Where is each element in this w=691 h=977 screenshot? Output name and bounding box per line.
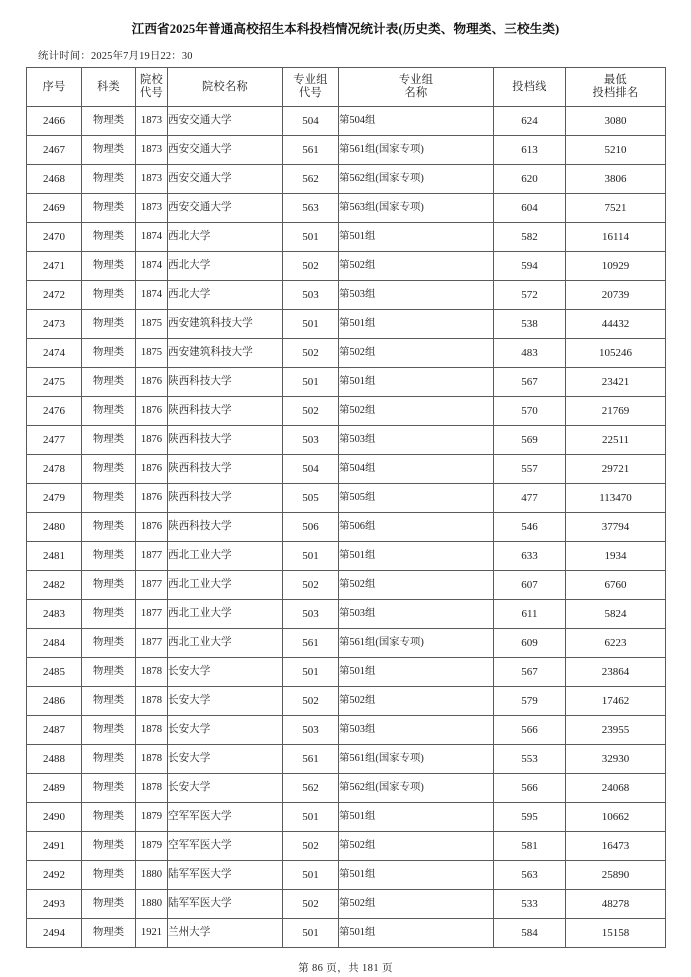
cell-school-code: 1878	[136, 774, 168, 803]
cell-min-rank: 22511	[566, 426, 666, 455]
cell-school-code: 1876	[136, 513, 168, 542]
cell-group-code: 503	[283, 281, 339, 310]
cell-group-code: 561	[283, 629, 339, 658]
cell-category: 物理类	[82, 513, 136, 542]
cell-category: 物理类	[82, 484, 136, 513]
cell-score-line: 566	[494, 716, 566, 745]
cell-group-name: 第505组	[339, 484, 494, 513]
cell-school-name: 长安大学	[168, 716, 283, 745]
cell-seq: 2492	[27, 861, 82, 890]
cell-group-name: 第503组	[339, 600, 494, 629]
cell-seq: 2486	[27, 687, 82, 716]
cell-category: 物理类	[82, 745, 136, 774]
cell-category: 物理类	[82, 687, 136, 716]
table-row	[27, 165, 666, 194]
cell-category: 物理类	[82, 194, 136, 223]
cell-school-code: 1878	[136, 658, 168, 687]
table-container	[0, 62, 691, 948]
cell-school-name: 兰州大学	[168, 919, 283, 948]
cell-category: 物理类	[82, 803, 136, 832]
cell-min-rank: 10662	[566, 803, 666, 832]
cell-school-name: 西北工业大学	[168, 600, 283, 629]
cell-school-code: 1874	[136, 252, 168, 281]
cell-group-name: 第501组	[339, 803, 494, 832]
cell-min-rank: 20739	[566, 281, 666, 310]
table-row	[27, 658, 666, 687]
cell-category: 物理类	[82, 542, 136, 571]
cell-school-code: 1874	[136, 223, 168, 252]
cell-seq: 2490	[27, 803, 82, 832]
cell-seq: 2470	[27, 223, 82, 252]
cell-score-line: 579	[494, 687, 566, 716]
cell-school-code: 1874	[136, 281, 168, 310]
cell-school-name: 长安大学	[168, 745, 283, 774]
cell-school-code: 1879	[136, 832, 168, 861]
cell-seq: 2469	[27, 194, 82, 223]
cell-category: 物理类	[82, 861, 136, 890]
table-header	[27, 68, 666, 107]
cell-category: 物理类	[82, 281, 136, 310]
cell-score-line: 569	[494, 426, 566, 455]
table-row	[27, 397, 666, 426]
cell-group-code: 501	[283, 310, 339, 339]
table-row	[27, 629, 666, 658]
cell-score-line: 546	[494, 513, 566, 542]
table-row	[27, 832, 666, 861]
cell-group-name: 第501组	[339, 542, 494, 571]
cell-group-name: 第502组	[339, 397, 494, 426]
cell-school-name: 陕西科技大学	[168, 368, 283, 397]
cell-group-name: 第502组	[339, 252, 494, 281]
cell-group-code: 561	[283, 136, 339, 165]
cell-group-code: 502	[283, 252, 339, 281]
cell-seq: 2479	[27, 484, 82, 513]
column-header-group-name-line1: 专业组	[398, 74, 434, 87]
cell-min-rank: 48278	[566, 890, 666, 919]
cell-score-line: 566	[494, 774, 566, 803]
cell-min-rank: 37794	[566, 513, 666, 542]
table-row	[27, 600, 666, 629]
cell-seq: 2474	[27, 339, 82, 368]
cell-school-name: 陆军军医大学	[168, 861, 283, 890]
cell-score-line: 607	[494, 571, 566, 600]
cell-group-name: 第502组	[339, 890, 494, 919]
cell-category: 物理类	[82, 658, 136, 687]
cell-min-rank: 6223	[566, 629, 666, 658]
page-footer: 第 86 页，共 181 页	[298, 963, 393, 974]
column-header-seq	[27, 68, 82, 107]
cell-group-code: 561	[283, 745, 339, 774]
cell-school-name: 陕西科技大学	[168, 513, 283, 542]
cell-school-name: 西北大学	[168, 223, 283, 252]
cell-seq: 2472	[27, 281, 82, 310]
column-header-group-name	[339, 68, 494, 107]
cell-score-line: 581	[494, 832, 566, 861]
cell-group-name: 第501组	[339, 310, 494, 339]
cell-seq: 2489	[27, 774, 82, 803]
cell-group-code: 501	[283, 861, 339, 890]
column-header-seq-label: 序号	[42, 80, 66, 93]
cell-group-name: 第502组	[339, 832, 494, 861]
cell-score-line: 595	[494, 803, 566, 832]
cell-group-name: 第501组	[339, 658, 494, 687]
cell-score-line: 611	[494, 600, 566, 629]
cell-group-name: 第502组	[339, 687, 494, 716]
cell-group-code: 501	[283, 919, 339, 948]
cell-group-code: 502	[283, 890, 339, 919]
cell-school-code: 1877	[136, 600, 168, 629]
cell-group-name: 第502组	[339, 339, 494, 368]
cell-group-code: 501	[283, 368, 339, 397]
cell-score-line: 609	[494, 629, 566, 658]
cell-seq: 2485	[27, 658, 82, 687]
column-header-group-name-line2: 名称	[404, 87, 428, 99]
cell-score-line: 483	[494, 339, 566, 368]
cell-category: 物理类	[82, 455, 136, 484]
cell-group-name: 第562组(国家专项)	[339, 774, 494, 803]
cell-min-rank: 16473	[566, 832, 666, 861]
cell-seq: 2494	[27, 919, 82, 948]
cell-group-code: 562	[283, 165, 339, 194]
cell-group-code: 504	[283, 107, 339, 136]
cell-category: 物理类	[82, 397, 136, 426]
cell-school-name: 西安交通大学	[168, 136, 283, 165]
cell-min-rank: 1934	[566, 542, 666, 571]
cell-score-line: 584	[494, 919, 566, 948]
cell-group-name: 第504组	[339, 107, 494, 136]
table-row	[27, 368, 666, 397]
cell-min-rank: 7521	[566, 194, 666, 223]
cell-min-rank: 17462	[566, 687, 666, 716]
cell-school-code: 1877	[136, 571, 168, 600]
cell-group-name: 第501组	[339, 368, 494, 397]
cell-group-name: 第503组	[339, 281, 494, 310]
cell-group-code: 503	[283, 600, 339, 629]
cell-school-code: 1878	[136, 716, 168, 745]
cell-score-line: 570	[494, 397, 566, 426]
cell-school-name: 西北工业大学	[168, 629, 283, 658]
column-header-min-rank	[566, 68, 666, 107]
cell-category: 物理类	[82, 310, 136, 339]
cell-min-rank: 3080	[566, 107, 666, 136]
header-row	[27, 68, 666, 107]
cell-seq: 2468	[27, 165, 82, 194]
cell-seq: 2475	[27, 368, 82, 397]
cell-group-code: 504	[283, 455, 339, 484]
table-row	[27, 687, 666, 716]
cell-school-name: 长安大学	[168, 774, 283, 803]
cell-min-rank: 10929	[566, 252, 666, 281]
cell-seq: 2482	[27, 571, 82, 600]
cell-school-name: 西安交通大学	[168, 194, 283, 223]
cell-group-code: 501	[283, 658, 339, 687]
cell-min-rank: 5824	[566, 600, 666, 629]
cell-group-name: 第561组(国家专项)	[339, 629, 494, 658]
cell-school-name: 西安建筑科技大学	[168, 339, 283, 368]
cell-min-rank: 21769	[566, 397, 666, 426]
table-row	[27, 513, 666, 542]
cell-score-line: 557	[494, 455, 566, 484]
cell-seq: 2493	[27, 890, 82, 919]
cell-category: 物理类	[82, 600, 136, 629]
cell-seq: 2491	[27, 832, 82, 861]
cell-school-name: 空军军医大学	[168, 832, 283, 861]
cell-min-rank: 24068	[566, 774, 666, 803]
cell-min-rank: 105246	[566, 339, 666, 368]
cell-seq: 2471	[27, 252, 82, 281]
cell-group-code: 503	[283, 426, 339, 455]
column-header-category	[82, 68, 136, 107]
cell-seq: 2481	[27, 542, 82, 571]
cell-score-line: 567	[494, 368, 566, 397]
cell-group-name: 第561组(国家专项)	[339, 745, 494, 774]
cell-school-code: 1873	[136, 194, 168, 223]
cell-school-code: 1878	[136, 687, 168, 716]
table-row	[27, 310, 666, 339]
cell-school-name: 西安交通大学	[168, 165, 283, 194]
cell-min-rank: 113470	[566, 484, 666, 513]
cell-score-line: 567	[494, 658, 566, 687]
cell-min-rank: 23864	[566, 658, 666, 687]
table-row	[27, 136, 666, 165]
cell-school-code: 1875	[136, 310, 168, 339]
table-row	[27, 455, 666, 484]
table-body	[27, 107, 666, 948]
table-row	[27, 281, 666, 310]
table-row	[27, 774, 666, 803]
table-row	[27, 223, 666, 252]
cell-school-name: 西北工业大学	[168, 542, 283, 571]
table-row	[27, 861, 666, 890]
cell-score-line: 538	[494, 310, 566, 339]
cell-group-name: 第501组	[339, 223, 494, 252]
cell-category: 物理类	[82, 339, 136, 368]
cell-school-name: 西安建筑科技大学	[168, 310, 283, 339]
cell-school-name: 西北大学	[168, 281, 283, 310]
table-row	[27, 542, 666, 571]
table-row	[27, 803, 666, 832]
cell-group-code: 502	[283, 687, 339, 716]
cell-score-line: 613	[494, 136, 566, 165]
cell-group-name: 第563组(国家专项)	[339, 194, 494, 223]
table-row	[27, 484, 666, 513]
cell-seq: 2477	[27, 426, 82, 455]
cell-seq: 2466	[27, 107, 82, 136]
cell-school-code: 1877	[136, 629, 168, 658]
cell-school-name: 西北大学	[168, 252, 283, 281]
cell-seq: 2480	[27, 513, 82, 542]
table-row	[27, 571, 666, 600]
cell-seq: 2487	[27, 716, 82, 745]
cell-school-name: 西安交通大学	[168, 107, 283, 136]
cell-group-name: 第501组	[339, 919, 494, 948]
cell-group-code: 503	[283, 716, 339, 745]
cell-school-name: 空军军医大学	[168, 803, 283, 832]
cell-school-code: 1879	[136, 803, 168, 832]
cell-group-code: 563	[283, 194, 339, 223]
cell-min-rank: 32930	[566, 745, 666, 774]
cell-min-rank: 44432	[566, 310, 666, 339]
cell-school-code: 1921	[136, 919, 168, 948]
cell-school-name: 陕西科技大学	[168, 484, 283, 513]
cell-group-code: 502	[283, 397, 339, 426]
cell-score-line: 604	[494, 194, 566, 223]
table-row	[27, 716, 666, 745]
cell-category: 物理类	[82, 368, 136, 397]
column-header-min-rank-line2: 投档排名	[592, 87, 639, 99]
cell-category: 物理类	[82, 107, 136, 136]
cell-group-code: 501	[283, 542, 339, 571]
cell-min-rank: 23421	[566, 368, 666, 397]
cell-category: 物理类	[82, 774, 136, 803]
cell-category: 物理类	[82, 426, 136, 455]
cell-group-name: 第503组	[339, 426, 494, 455]
column-header-min-rank-line1: 最低	[604, 74, 627, 87]
cell-school-code: 1876	[136, 455, 168, 484]
cell-school-code: 1880	[136, 861, 168, 890]
cell-group-name: 第562组(国家专项)	[339, 165, 494, 194]
cell-score-line: 633	[494, 542, 566, 571]
cell-score-line: 563	[494, 861, 566, 890]
cell-seq: 2478	[27, 455, 82, 484]
cell-group-code: 502	[283, 571, 339, 600]
cell-school-code: 1873	[136, 165, 168, 194]
cell-category: 物理类	[82, 832, 136, 861]
cell-seq: 2488	[27, 745, 82, 774]
cell-group-code: 502	[283, 339, 339, 368]
cell-school-code: 1873	[136, 136, 168, 165]
cell-group-code: 501	[283, 223, 339, 252]
cell-min-rank: 5210	[566, 136, 666, 165]
cell-min-rank: 15158	[566, 919, 666, 948]
cell-group-code: 562	[283, 774, 339, 803]
cell-min-rank: 16114	[566, 223, 666, 252]
cell-school-code: 1873	[136, 107, 168, 136]
column-header-group-code-line2: 代号	[299, 87, 322, 99]
cell-score-line: 620	[494, 165, 566, 194]
table-row	[27, 194, 666, 223]
cell-score-line: 553	[494, 745, 566, 774]
cell-score-line: 533	[494, 890, 566, 919]
cell-school-name: 陕西科技大学	[168, 397, 283, 426]
cell-category: 物理类	[82, 716, 136, 745]
cell-school-code: 1876	[136, 426, 168, 455]
cell-school-code: 1875	[136, 339, 168, 368]
table-row	[27, 890, 666, 919]
cell-group-name: 第504组	[339, 455, 494, 484]
table-row	[27, 252, 666, 281]
column-header-school-name-label: 院校名称	[202, 80, 248, 93]
cell-category: 物理类	[82, 165, 136, 194]
column-header-school-code-line1: 院校	[140, 74, 163, 87]
cell-group-code: 505	[283, 484, 339, 513]
admission-score-table	[26, 67, 666, 948]
cell-school-code: 1878	[136, 745, 168, 774]
cell-group-code: 501	[283, 803, 339, 832]
cell-min-rank: 6760	[566, 571, 666, 600]
column-header-school-code	[136, 68, 168, 107]
cell-school-name: 西北工业大学	[168, 571, 283, 600]
cell-school-name: 陆军军医大学	[168, 890, 283, 919]
page-title: 江西省2025年普通高校招生本科投档情况统计表(历史类、物理类、三校生类)	[131, 22, 560, 36]
cell-seq: 2483	[27, 600, 82, 629]
cell-school-name: 陕西科技大学	[168, 426, 283, 455]
cell-school-code: 1880	[136, 890, 168, 919]
cell-seq: 2484	[27, 629, 82, 658]
column-header-category-label: 科类	[97, 80, 120, 93]
cell-seq: 2473	[27, 310, 82, 339]
cell-category: 物理类	[82, 629, 136, 658]
cell-group-name: 第501组	[339, 861, 494, 890]
cell-school-name: 长安大学	[168, 658, 283, 687]
cell-group-name: 第502组	[339, 571, 494, 600]
cell-school-code: 1876	[136, 368, 168, 397]
table-row	[27, 339, 666, 368]
cell-category: 物理类	[82, 136, 136, 165]
cell-score-line: 572	[494, 281, 566, 310]
cell-group-code: 502	[283, 832, 339, 861]
cell-group-code: 506	[283, 513, 339, 542]
cell-group-name: 第506组	[339, 513, 494, 542]
cell-min-rank: 25890	[566, 861, 666, 890]
cell-score-line: 477	[494, 484, 566, 513]
cell-category: 物理类	[82, 919, 136, 948]
column-header-group-code	[283, 68, 339, 107]
column-header-score-line-label: 投档线	[512, 80, 547, 93]
cell-seq: 2467	[27, 136, 82, 165]
cell-group-name: 第503组	[339, 716, 494, 745]
statistics-time-label: 统计时间：2025年7月19日22：30	[38, 51, 193, 62]
cell-group-name: 第561组(国家专项)	[339, 136, 494, 165]
cell-category: 物理类	[82, 252, 136, 281]
column-header-score-line	[494, 68, 566, 107]
table-row	[27, 919, 666, 948]
cell-category: 物理类	[82, 890, 136, 919]
cell-category: 物理类	[82, 223, 136, 252]
cell-min-rank: 23955	[566, 716, 666, 745]
table-row	[27, 107, 666, 136]
cell-min-rank: 3806	[566, 165, 666, 194]
table-row	[27, 745, 666, 774]
cell-score-line: 594	[494, 252, 566, 281]
table-row	[27, 426, 666, 455]
cell-school-name: 陕西科技大学	[168, 455, 283, 484]
column-header-school-code-line2: 代号	[140, 87, 163, 99]
column-header-school-name	[168, 68, 283, 107]
cell-score-line: 624	[494, 107, 566, 136]
column-header-group-code-line1: 专业组	[293, 74, 328, 87]
cell-seq: 2476	[27, 397, 82, 426]
cell-min-rank: 29721	[566, 455, 666, 484]
cell-category: 物理类	[82, 571, 136, 600]
cell-score-line: 582	[494, 223, 566, 252]
cell-school-code: 1877	[136, 542, 168, 571]
cell-school-code: 1876	[136, 484, 168, 513]
cell-school-code: 1876	[136, 397, 168, 426]
cell-school-name: 长安大学	[168, 687, 283, 716]
